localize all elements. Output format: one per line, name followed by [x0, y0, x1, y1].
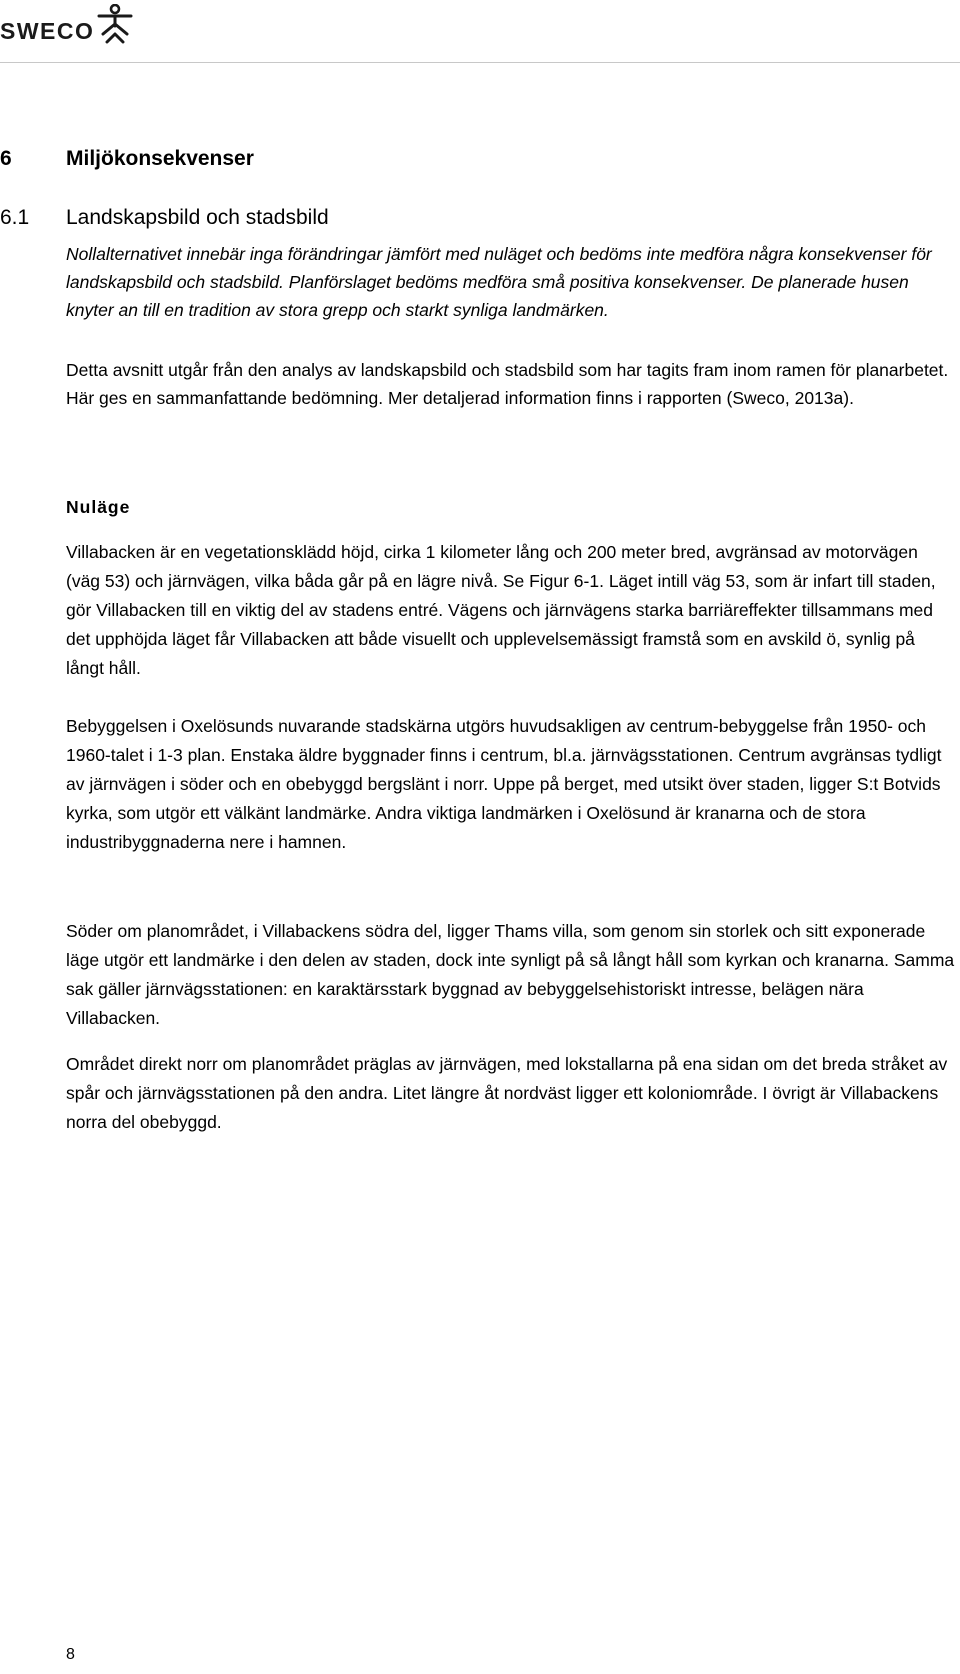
subheading-nulage: Nuläge — [66, 497, 131, 517]
page-number: 8 — [66, 1646, 75, 1663]
summary-paragraph: Nollalternativet innebär inga förändringar jämfört med nuläget och bedöms inte medföra några konsekvenser för landskapsbild och stadsbild. Planförslaget bedöms medföra små positiva konsekvenser. De planerade husen knyter an till en tradition av stora grepp och starkt synliga landmärken. — [66, 244, 932, 320]
subsection-number: 6.1 — [0, 206, 30, 229]
page-header — [0, 0, 960, 66]
subsection-heading — [0, 205, 329, 230]
header-divider — [0, 62, 960, 63]
section-number: 6 — [0, 147, 12, 170]
body-paragraph-2: Bebyggelsen i Oxelösunds nuvarande stadskärna utgörs huvudsakligen av centrum-bebyggelse från 1950- och 1960-talet i 1-3 plan. Enstaka äldre byggnader finns i centrum, bl.a. järnvägsstationen. Centrum avgränsas tydligt av järnvägen i söder och en obebyggd bergslänt i norr. Uppe på berget, med utsikt över staden, ligger S:t Botvids kyrka, som utgör ett välkänt landmärke. Andra viktiga landmärken i Oxelösund är kranarna och de stora industribyggnaderna nere i hamnen. — [66, 716, 942, 852]
section-heading — [0, 146, 254, 171]
intro-paragraph: Detta avsnitt utgår från den analys av landskapsbild och stadsbild som har tagits fram inom ramen för planarbetet. Här ges en sammanfattande bedömning. Mer detaljerad information finns i rapporten (Sweco, 2013a). — [66, 360, 949, 408]
body-paragraph-1: Villabacken är en vegetationsklädd höjd, cirka 1 kilometer lång och 200 meter bred, avgränsad av motorvägen (väg 53) och järnvägen, vilka båda går på en lägre nivå. Se Figur 6-1. Läget intill väg 53, som är infart till staden, gör Villabacken till en viktig del av stadens entré. Vägens och järnvägens starka barriäreffekter tillsammans med det upphöjda läget får Villabacken att både visuellt och upplevelsemässigt framstå som en avskild ö, synlig på långt håll. — [66, 542, 936, 678]
sweco-logo — [0, 4, 140, 48]
sweco-star-person-icon — [97, 4, 133, 44]
body-paragraph-4: Området direkt norr om planområdet präglas av järnvägen, med lokstallarna på ena sidan om det breda stråket av spår och järnvägsstationen på den andra. Litet längre åt nordväst ligger ett koloniområde. I övrigt är Villabackens norra del obebyggd. — [66, 1054, 948, 1132]
section-title: Miljökonsekvenser — [66, 147, 254, 170]
body-paragraph-3: Söder om planområdet, i Villabackens södra del, ligger Thams villa, som genom sin storlek och sitt exponerade läge utgör ett landmärke i den delen av staden, dock inte synligt på så långt håll som kyrkan och kranarna. Samma sak gäller järnvägsstationen: en karaktärsstark byggnad av bebyggelsehistoriskt intresse, belägen nära Villabacken. — [66, 921, 955, 1028]
logo-wordmark: SWECO — [0, 18, 95, 44]
subsection-title: Landskapsbild och stadsbild — [66, 206, 329, 229]
